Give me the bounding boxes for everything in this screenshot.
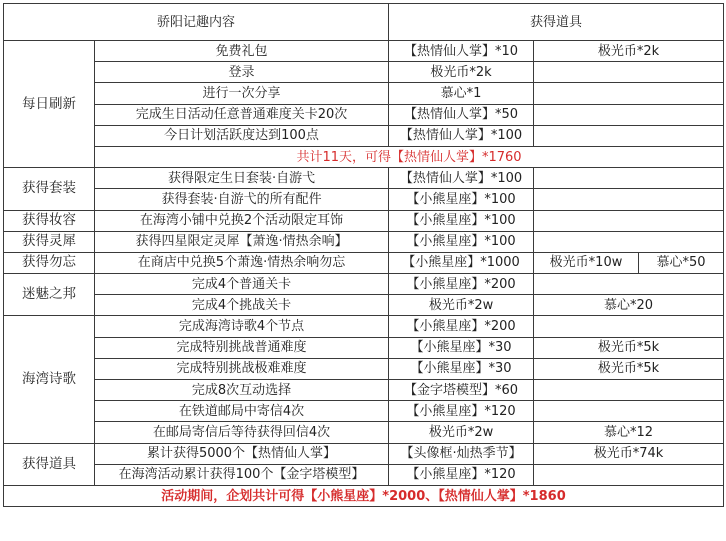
category-daily: 每日刷新 (4, 41, 95, 168)
table-row (4, 358, 724, 379)
table-row (4, 443, 724, 464)
reward-cell: 【小熊星座】*30 (389, 358, 534, 379)
rewards-table (3, 3, 724, 507)
task-cell: 在铁道邮局中寄信4次 (95, 401, 389, 422)
task-cell: 完成4个普通关卡 (95, 274, 389, 295)
task-cell: 累计获得5000个【热情仙人掌】 (95, 443, 389, 464)
reward-cell: 慕心*50 (639, 252, 724, 273)
task-cell: 完成4个挑战关卡 (95, 295, 389, 316)
task-cell: 免费礼包 (95, 41, 389, 62)
task-cell: 登录 (95, 62, 389, 83)
reward-cell: 【小熊星座】*120 (389, 401, 534, 422)
reward-cell: 极光币*5k (534, 337, 724, 358)
reward-cell: 【头像框·灿热季节】 (389, 443, 534, 464)
empty-cell (534, 104, 724, 125)
table-row (4, 295, 724, 316)
task-cell: 获得套装·自游弋的所有配件 (95, 189, 389, 210)
task-cell: 在海湾活动累计获得100个【金字塔模型】 (95, 464, 389, 485)
category-suits: 获得套装 (4, 168, 95, 210)
table-row (4, 83, 724, 104)
table-row (4, 380, 724, 401)
table-row (4, 62, 724, 83)
reward-cell: 【小熊星座】*100 (389, 210, 534, 231)
reward-cell: 【热情仙人掌】*10 (389, 41, 534, 62)
reward-cell: 【小熊星座】*100 (389, 189, 534, 210)
reward-cell: 极光币*74k (534, 443, 724, 464)
reward-cell: 【热情仙人掌】*100 (389, 168, 534, 189)
reward-cell: 慕心*1 (389, 83, 534, 104)
empty-cell (534, 316, 724, 337)
category-remember: 获得勿忘 (4, 252, 95, 273)
grand-total-row (4, 485, 724, 506)
table-row (4, 125, 724, 146)
reward-cell: 极光币*2k (389, 62, 534, 83)
table-row (4, 401, 724, 422)
header-content: 骄阳记趣内容 (4, 4, 389, 41)
table-row (4, 252, 724, 273)
task-cell: 在海湾小铺中兑换2个活动限定耳饰 (95, 210, 389, 231)
category-makeup: 获得妆容 (4, 210, 95, 231)
table-row (4, 231, 724, 252)
table-row (4, 146, 724, 167)
table-row (4, 168, 724, 189)
task-cell: 获得四星限定灵犀【萧逸·情热余响】 (95, 231, 389, 252)
task-cell: 获得限定生日套装·自游弋 (95, 168, 389, 189)
table-row (4, 337, 724, 358)
table-row (4, 210, 724, 231)
task-cell: 完成特别挑战普通难度 (95, 337, 389, 358)
grand-total: 活动期间，企划共计可得【小熊星座】*2000、【热情仙人掌】*1860 (4, 485, 724, 506)
reward-cell: 慕心*12 (534, 422, 724, 443)
empty-cell (534, 464, 724, 485)
table-row (4, 316, 724, 337)
empty-cell (534, 125, 724, 146)
reward-cell: 【金字塔模型】*60 (389, 380, 534, 401)
table-row (4, 104, 724, 125)
task-cell: 完成8次互动选择 (95, 380, 389, 401)
reward-cell: 【热情仙人掌】*50 (389, 104, 534, 125)
task-cell: 在邮局寄信后等待获得回信4次 (95, 422, 389, 443)
category-items: 获得道具 (4, 443, 95, 485)
header-row (4, 4, 724, 41)
reward-cell: 【小熊星座】*200 (389, 274, 534, 295)
task-cell: 今日计划活跃度达到100点 (95, 125, 389, 146)
reward-cell: 极光币*2w (389, 422, 534, 443)
category-charm: 迷魅之邦 (4, 274, 95, 316)
daily-total: 共计11天，可得【热情仙人掌】*1760 (95, 146, 724, 167)
reward-cell: 极光币*2w (389, 295, 534, 316)
task-cell: 进行一次分享 (95, 83, 389, 104)
empty-cell (534, 274, 724, 295)
empty-cell (534, 168, 724, 189)
empty-cell (534, 401, 724, 422)
empty-cell (534, 210, 724, 231)
empty-cell (534, 62, 724, 83)
reward-cell: 【小熊星座】*120 (389, 464, 534, 485)
empty-cell (534, 83, 724, 104)
reward-cell: 【小熊星座】*100 (389, 231, 534, 252)
table-row (4, 189, 724, 210)
reward-cell: 慕心*20 (534, 295, 724, 316)
task-cell: 完成海湾诗歌4个节点 (95, 316, 389, 337)
empty-cell (534, 380, 724, 401)
reward-cell: 【小熊星座】*30 (389, 337, 534, 358)
empty-cell (534, 189, 724, 210)
reward-cell: 【热情仙人掌】*100 (389, 125, 534, 146)
task-cell: 在商店中兑换5个萧逸·情热余响勿忘 (95, 252, 389, 273)
reward-cell: 极光币*5k (534, 358, 724, 379)
reward-cell: 【小熊星座】*1000 (389, 252, 534, 273)
header-reward: 获得道具 (389, 4, 724, 41)
reward-cell: 极光币*2k (534, 41, 724, 62)
reward-cell: 【小熊星座】*200 (389, 316, 534, 337)
category-poem: 海湾诗歌 (4, 316, 95, 443)
empty-cell (534, 231, 724, 252)
reward-cell: 极光币*10w (534, 252, 639, 273)
task-cell: 完成特别挑战极难难度 (95, 358, 389, 379)
table-row (4, 422, 724, 443)
table-row (4, 274, 724, 295)
task-cell: 完成生日活动任意普通难度关卡20次 (95, 104, 389, 125)
table-row (4, 464, 724, 485)
table-row (4, 41, 724, 62)
category-spirit: 获得灵犀 (4, 231, 95, 252)
